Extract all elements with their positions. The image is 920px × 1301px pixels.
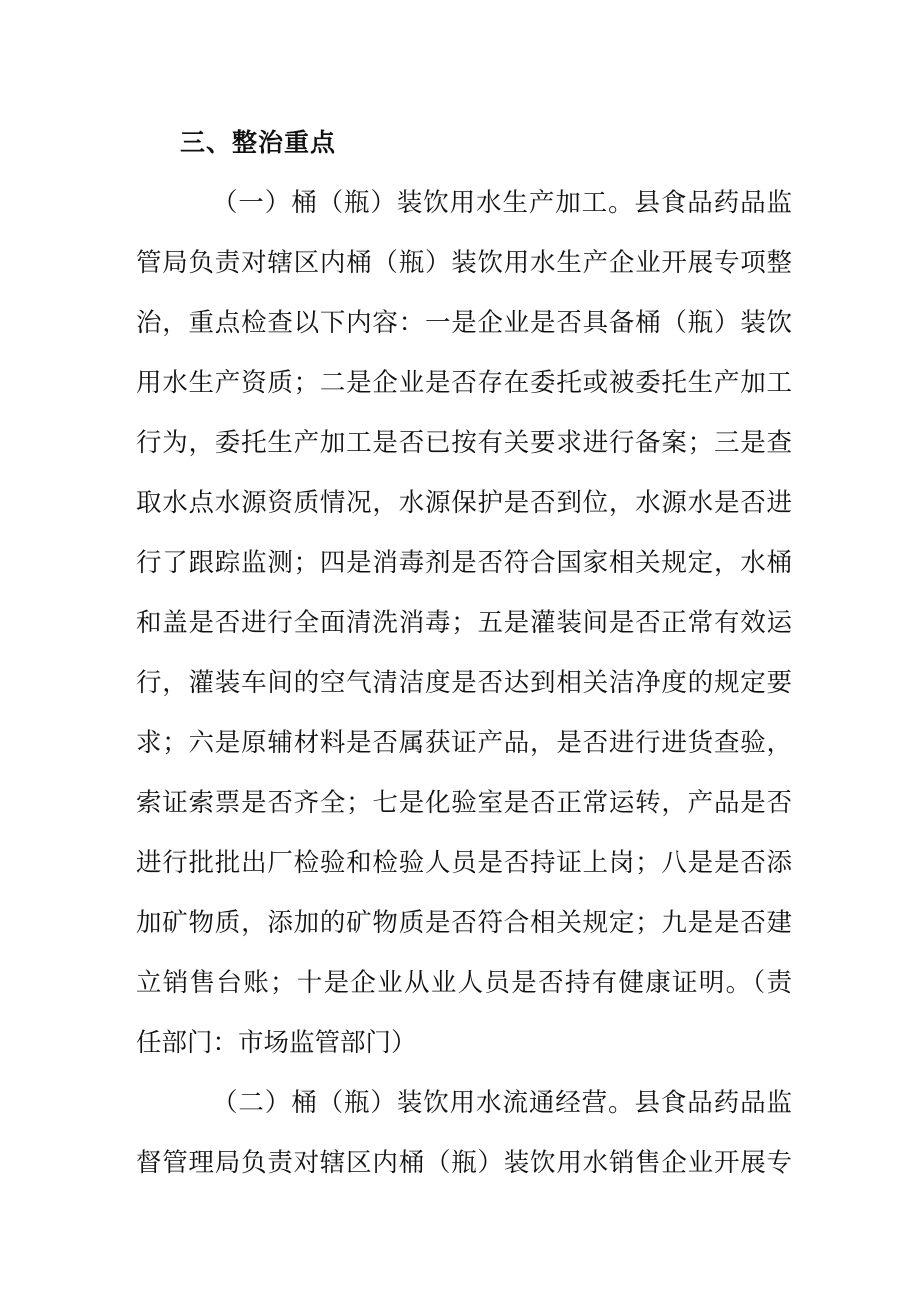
paragraph-2-line-1: （二）桶（瓶）装饮用水流通经营。县食品药品监 xyxy=(212,1088,792,1118)
paragraph-1-line-4: 用水生产资质；二是企业是否存在委托或被委托生产加工 xyxy=(136,368,792,398)
section-heading: 三、整治重点 xyxy=(180,128,337,157)
paragraph-1-line-11: 索证索票是否齐全；七是化验室是否正常运转，产品是否 xyxy=(136,788,792,818)
paragraph-1-line-7: 行了跟踪监测；四是消毒剂是否符合国家相关规定，水桶 xyxy=(136,548,792,578)
paragraph-1-line-12: 进行批批出厂检验和检验人员是否持证上岗；八是是否添 xyxy=(136,848,792,878)
paragraph-1-line-6: 取水点水源资质情况，水源保护是否到位，水源水是否进 xyxy=(136,488,792,518)
paragraph-1-line-13: 加矿物质，添加的矿物质是否符合相关规定；九是是否建 xyxy=(136,908,792,938)
paragraph-1-line-3: 治，重点检查以下内容：一是企业是否具备桶（瓶）装饮 xyxy=(136,308,792,338)
paragraph-1-line-2: 管局负责对辖区内桶（瓶）装饮用水生产企业开展专项整 xyxy=(136,248,792,278)
paragraph-1-line-15: 任部门：市场监管部门） xyxy=(136,1028,417,1058)
paragraph-2-line-2: 督管理局负责对辖区内桶（瓶）装饮用水销售企业开展专 xyxy=(136,1148,792,1178)
paragraph-1-line-10: 求；六是原辅材料是否属获证产品，是否进行进货查验， xyxy=(136,728,792,758)
paragraph-1-line-9: 行，灌装车间的空气清洁度是否达到相关洁净度的规定要 xyxy=(136,668,792,698)
paragraph-1-line-14: 立销售台账；十是企业从业人员是否持有健康证明。（责 xyxy=(136,968,792,998)
paragraph-1-line-5: 行为，委托生产加工是否已按有关要求进行备案；三是查 xyxy=(136,428,792,458)
paragraph-1-line-8: 和盖是否进行全面清洗消毒；五是灌装间是否正常有效运 xyxy=(136,608,792,638)
paragraph-1-line-1: （一）桶（瓶）装饮用水生产加工。县食品药品监 xyxy=(212,188,792,218)
